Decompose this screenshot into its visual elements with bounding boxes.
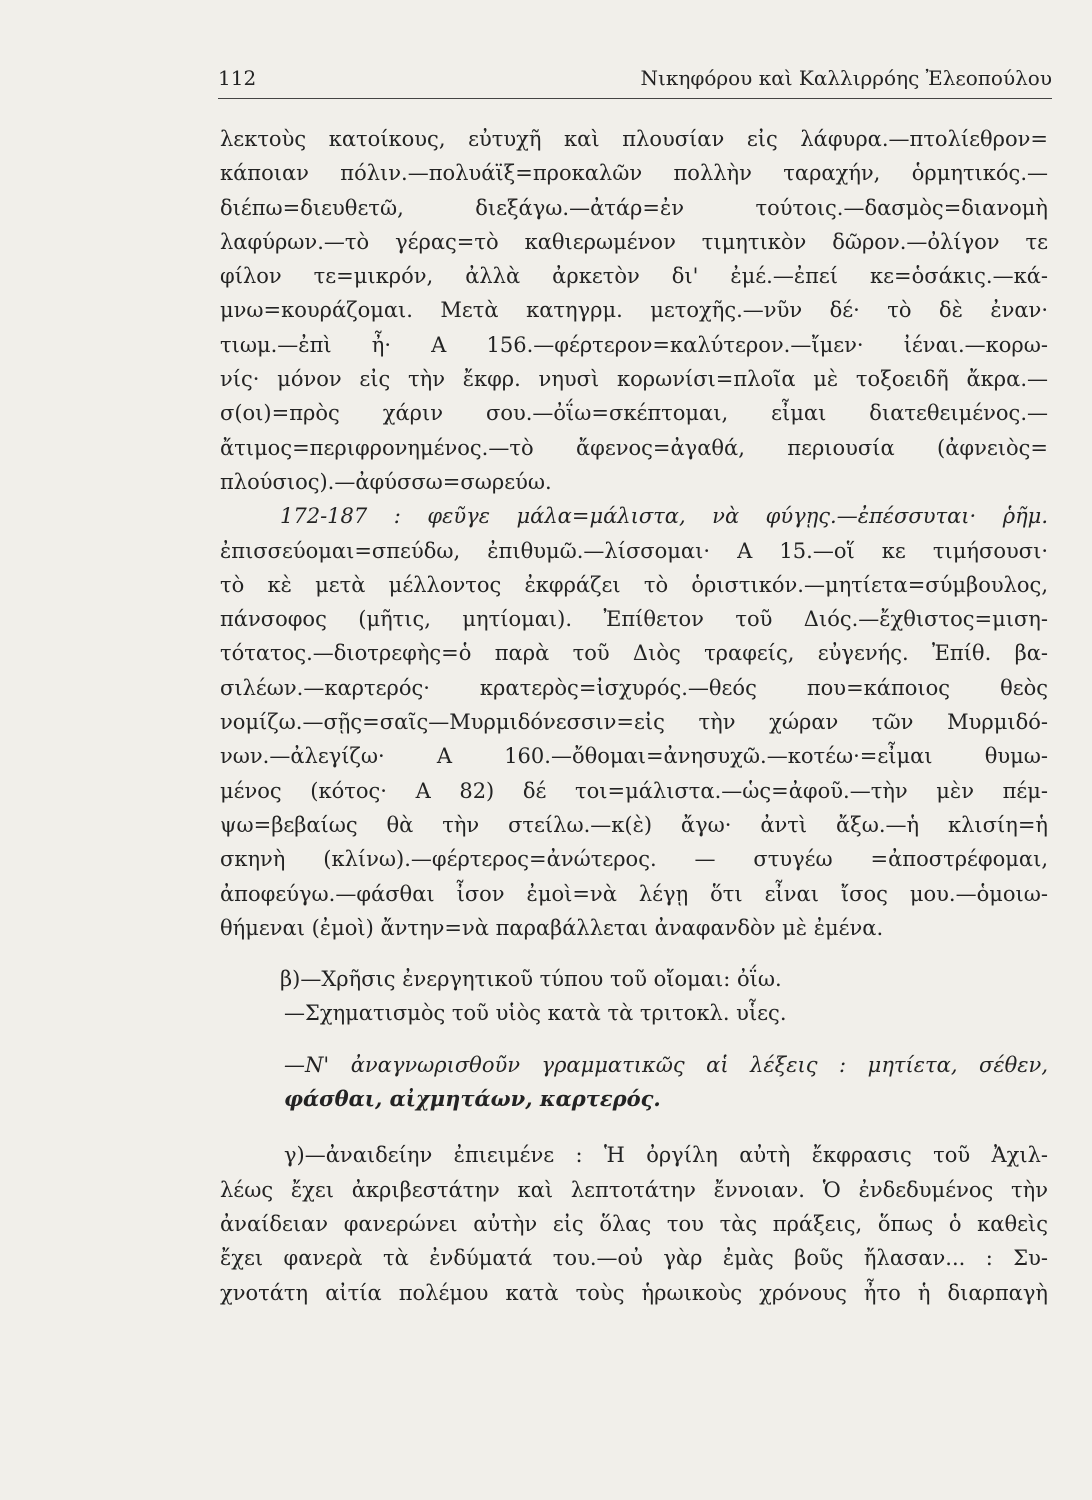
running-title: Νικηφόρου καὶ Καλλιρρόης Ἐλεοπούλου (640, 66, 1052, 90)
text-line: σ(οι)=πρὸς χάριν σου.—ὀΐω=σκέπτομαι, εἶμαι διατεθειμένος.— (220, 401, 1048, 426)
spacer (220, 945, 1048, 962)
spacer (220, 1031, 1048, 1048)
text-line: 172-187 : φεῦγε μάλα=μάλιστα, νὰ φύγῃς.—ἐπέσσυται· ῥῆμ. (280, 504, 1048, 529)
page-body (220, 122, 1048, 1310)
page-header (218, 66, 1052, 96)
text-line: φίλον τε=μικρόν, ἀλλὰ ἀρκετὸν δι' ἐμέ.—ἐπεί κε=ὁσάκις.—κά- (220, 264, 1048, 289)
text-line: ἔχει φανερὰ τὰ ἐνδύματά του.—οὐ γὰρ ἐμὰς βοῦς ἤλασαν... : Συ- (220, 1246, 1048, 1271)
text-line: τότατος.—διοτρεφὴς=ὁ παρὰ τοῦ Διὸς τραφείς, εὐγενής. Ἐπίθ. βα- (220, 641, 1048, 666)
text-line: νομίζω.—σῇς=σαῖς—Μυρμιδόνεσσιν=εἰς τὴν χώραν τῶν Μυρμιδό- (220, 710, 1048, 735)
spacer (220, 1116, 1048, 1138)
text-line: τιωμ.—ἐπὶ ἦ· Α 156.—φέρτερον=καλύτερον.—ἴμεν· ἰέναι.—κορω- (220, 332, 1048, 357)
text-line: νίς· μόνον εἰς τὴν ἔκφρ. νηυσὶ κορωνίσι=πλοῖα μὲ τοξοειδῆ ἄκρα.— (220, 367, 1048, 392)
page-number: 112 (218, 66, 257, 90)
text-line: κάποιαν πόλιν.—πολυάϊξ=προκαλῶν πολλὴν ταραχήν, ὁρμητικός.— (220, 161, 1048, 186)
text-line: λέως ἔχει ἀκριβεστάτην καὶ λεπτοτάτην ἔννοιαν. Ὁ ἐνδεδυμένος τὴν (220, 1177, 1048, 1202)
text-line: λεκτοὺς κατοίκους, εὐτυχῆ καὶ πλουσίαν εἰς λάφυρα.—πτολίεθρον= (220, 127, 1048, 151)
text-line: πλούσιος).—ἀφύσσω=σωρεύω. (220, 469, 552, 494)
text-line: χνοτάτη αἰτία πολέμου κατὰ τοὺς ἡρωικοὺς χρόνους ἦτο ἡ διαρπαγὴ (220, 1280, 1048, 1305)
exercise-b-3-cont: φάσθαι, αἰχμητάων, καρτερός. (284, 1086, 661, 1112)
text-line: ψω=βεβαίως θὰ τὴν στείλω.—κ(ὲ) ἄγω· ἀντὶ ἄξω.—ἡ κλισίη=ἡ (220, 812, 1048, 837)
text-line: ἐπισσεύομαι=σπεύδω, ἐπιθυμῶ.—λίσσομαι· Α 15.—οἵ κε τιμήσουσι· (220, 538, 1048, 563)
text-line: σιλέων.—καρτερός· κρατερὸς=ἰσχυρός.—θεός που=κάποιος θεὸς (220, 675, 1048, 700)
text-line: θήμεναι (ἐμοὶ) ἄντην=νὰ παραβάλλεται ἀναφανδὸν μὲ ἐμένα. (220, 915, 884, 940)
text-line: μνω=κουράζομαι. Μετὰ κατηγρμ. μετοχῆς.—νῦν δέ· τὸ δὲ ἐναν· (220, 298, 1048, 323)
text-line: ἀναίδειαν φανερώνει αὐτὴν εἰς ὅλας του τὰς πράξεις, ὅπως ὁ καθεὶς (220, 1211, 1048, 1236)
section-c: γ)—ἀναιδείην ἐπιειμένε : Ἡ ὀργίλη αὐτὴ ἔκφρασις τοῦ Ἀχιλ- (284, 1143, 1048, 1168)
exercise-b-3: —Ν' ἀναγνωρισθοῦν γραμματικῶς αἱ λέξεις : μητίετα, σέθεν, (284, 1052, 1048, 1077)
text-line: διέπω=διευθετῶ, διεξάγω.—ἀτάρ=ἐν τούτοις.—δασμὸς=διανομὴ (220, 195, 1048, 220)
text-line: λαφύρων.—τὸ γέρας=τὸ καθιερωμένον τιμητικὸν δῶρον.—ὀλίγον τε (220, 229, 1048, 254)
header-rule (218, 98, 1052, 99)
exercise-b-2: —Σχηματισμὸς τοῦ υἱὸς κατὰ τὰ τριτοκλ. υἷες. (284, 1001, 787, 1026)
text-line: πάνσοφος (μῆτις, μητίομαι). Ἐπίθετον τοῦ Διός.—ἔχθιστος=μιση- (220, 607, 1048, 632)
text-line: τὸ κὲ μετὰ μέλλοντος ἐκφράζει τὸ ὁριστικόν.—μητίετα=σύμβουλος, (220, 572, 1048, 597)
exercise-b: β)—Χρῆσις ἐνεργητικοῦ τύπου τοῦ οἴομαι: ὀΐω. (280, 967, 782, 992)
text-line: ἀποφεύγω.—φάσθαι ἶσον ἐμοὶ=νὰ λέγῃ ὅτι εἶναι ἴσος μου.—ὁμοιω- (220, 881, 1048, 906)
text-line: μένος (κότος· Α 82) δέ τοι=μάλιστα.—ὡς=ἀφοῦ.—τὴν μὲν πέμ- (220, 778, 1048, 803)
text-line: νων.—ἀλεγίζω· Α 160.—ὄθομαι=ἀνησυχῶ.—κοτέω·=εἶμαι θυμω- (220, 744, 1048, 769)
text-line: ἄτιμος=περιφρονημένος.—τὸ ἄφενος=ἀγαθά, περιουσία (ἀφνειὸς= (220, 435, 1048, 460)
text-line: σκηνὴ (κλίνω).—φέρτερος=ἀνώτερος. — στυγέω =ἀποστρέφομαι, (220, 847, 1048, 872)
